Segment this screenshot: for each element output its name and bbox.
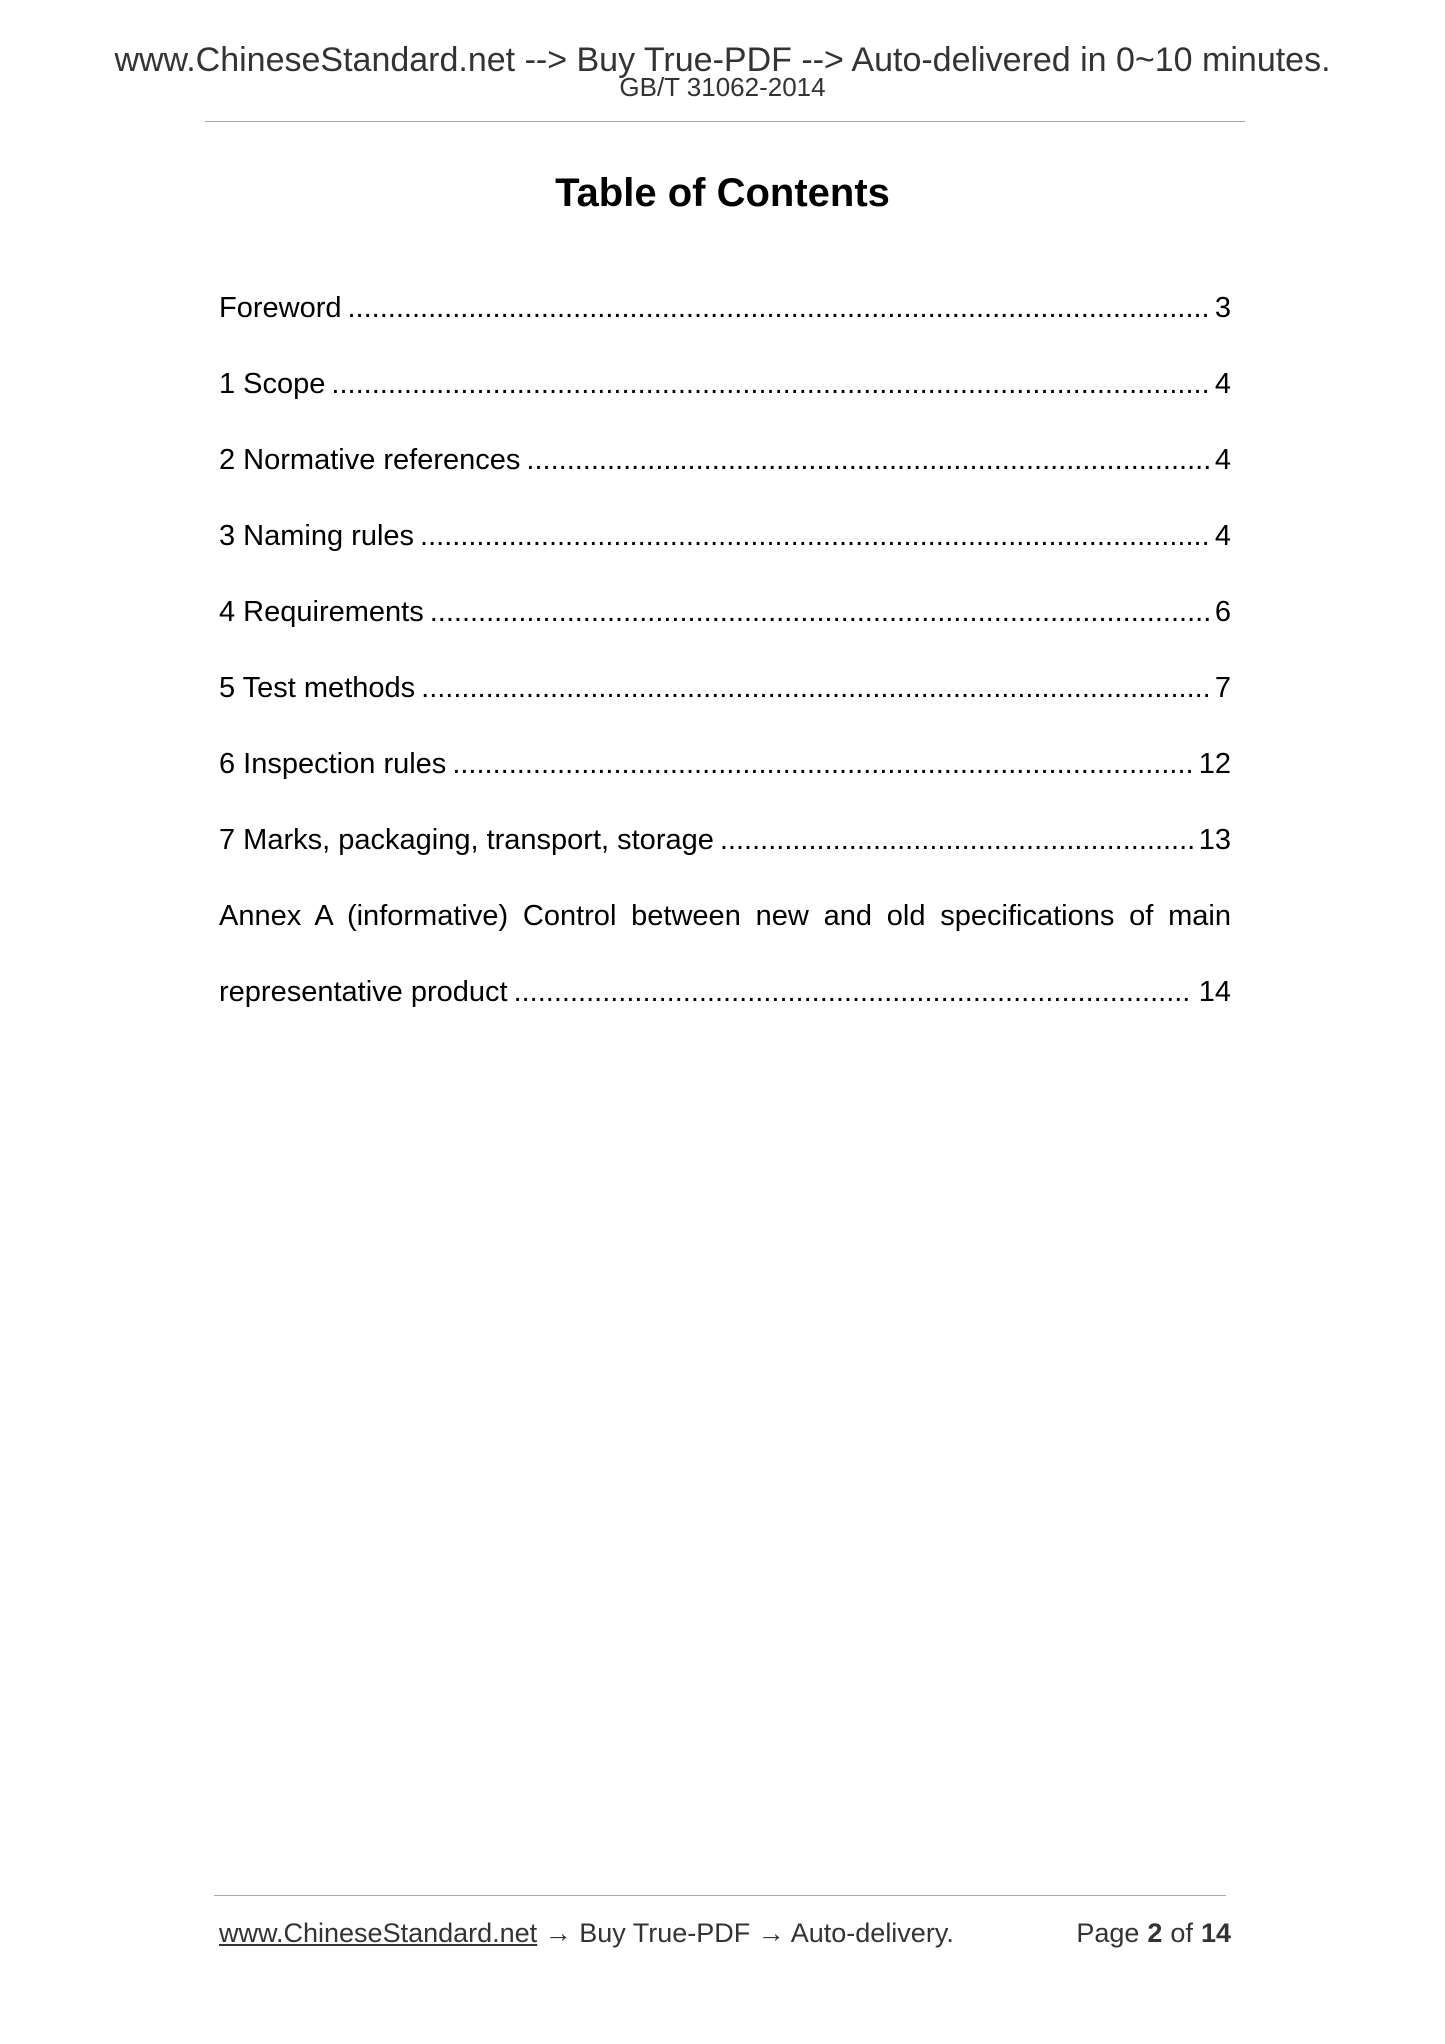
toc-entry-page: 4 [1214,368,1231,400]
toc-entry-label: representative product [219,976,508,1008]
toc-entry-test-methods[interactable] [219,663,1231,713]
top-banner: www.ChineseStandard.net --> Buy True-PDF --> Auto-delivered in 0~10 minutes. [114,41,1331,79]
page-footer [219,1913,1231,1953]
footer-divider [214,1895,1226,1896]
footer-site-link[interactable]: www.ChineseStandard.net [219,1918,538,1948]
toc-leader-dots [420,511,1209,561]
toc-entry-annex-a-line2[interactable] [219,967,1231,1017]
toc-entry-page: 12 [1198,748,1231,780]
page-title: Table of Contents [555,171,890,215]
toc-entry-label: Foreword [219,292,342,324]
toc-leader-dots [348,283,1209,333]
toc-entry-marks-packaging[interactable] [219,815,1231,865]
toc-entry-label: 4 Requirements [219,596,424,628]
toc-entry-foreword[interactable] [219,283,1231,333]
footer-promo-text: → Buy True-PDF → Auto-delivery. [537,1918,954,1948]
page-current: 2 [1147,1918,1163,1948]
page-word: Page [1076,1918,1140,1948]
toc-entry-requirements[interactable] [219,587,1231,637]
footer-promo [219,1913,954,1953]
standard-id: GB/T 31062-2014 [619,72,826,102]
toc-entry-label: 5 Test methods [219,672,416,704]
toc-leader-dots [514,967,1193,1017]
page-number [1076,1913,1231,1953]
toc-entry-page: 3 [1214,292,1231,324]
header-divider [205,121,1245,122]
toc-leader-dots [430,587,1209,637]
toc-entry-scope[interactable] [219,359,1231,409]
toc-entry-page: 6 [1214,596,1231,628]
toc-entry-page: 13 [1198,824,1231,856]
toc-entry-page: 14 [1198,976,1231,1008]
table-of-contents [219,283,1231,1043]
toc-entry-page: 4 [1214,520,1231,552]
toc-entry-label: 7 Marks, packaging, transport, storage [219,824,714,856]
toc-entry-page: 4 [1214,444,1231,476]
toc-entry-label: 3 Naming rules [219,520,415,552]
toc-leader-dots [452,739,1192,789]
page-total: 14 [1200,1918,1231,1948]
toc-leader-dots [526,435,1208,485]
toc-entry-inspection-rules[interactable] [219,739,1231,789]
toc-entry-label: 1 Scope [219,368,326,400]
toc-leader-dots [331,359,1208,409]
toc-entry-label: 6 Inspection rules [219,748,447,780]
toc-leader-dots [720,815,1193,865]
toc-entry-annex-a-line1[interactable]: Annex A (informative) Control between new and old specifications of main [219,900,1231,932]
toc-entry-normative-references[interactable] [219,435,1231,485]
page-of: of [1170,1918,1193,1948]
toc-leader-dots [421,663,1209,713]
toc-entry-label: 2 Normative references [219,444,521,476]
toc-entry-naming-rules[interactable] [219,511,1231,561]
toc-entry-page: 7 [1214,672,1231,704]
